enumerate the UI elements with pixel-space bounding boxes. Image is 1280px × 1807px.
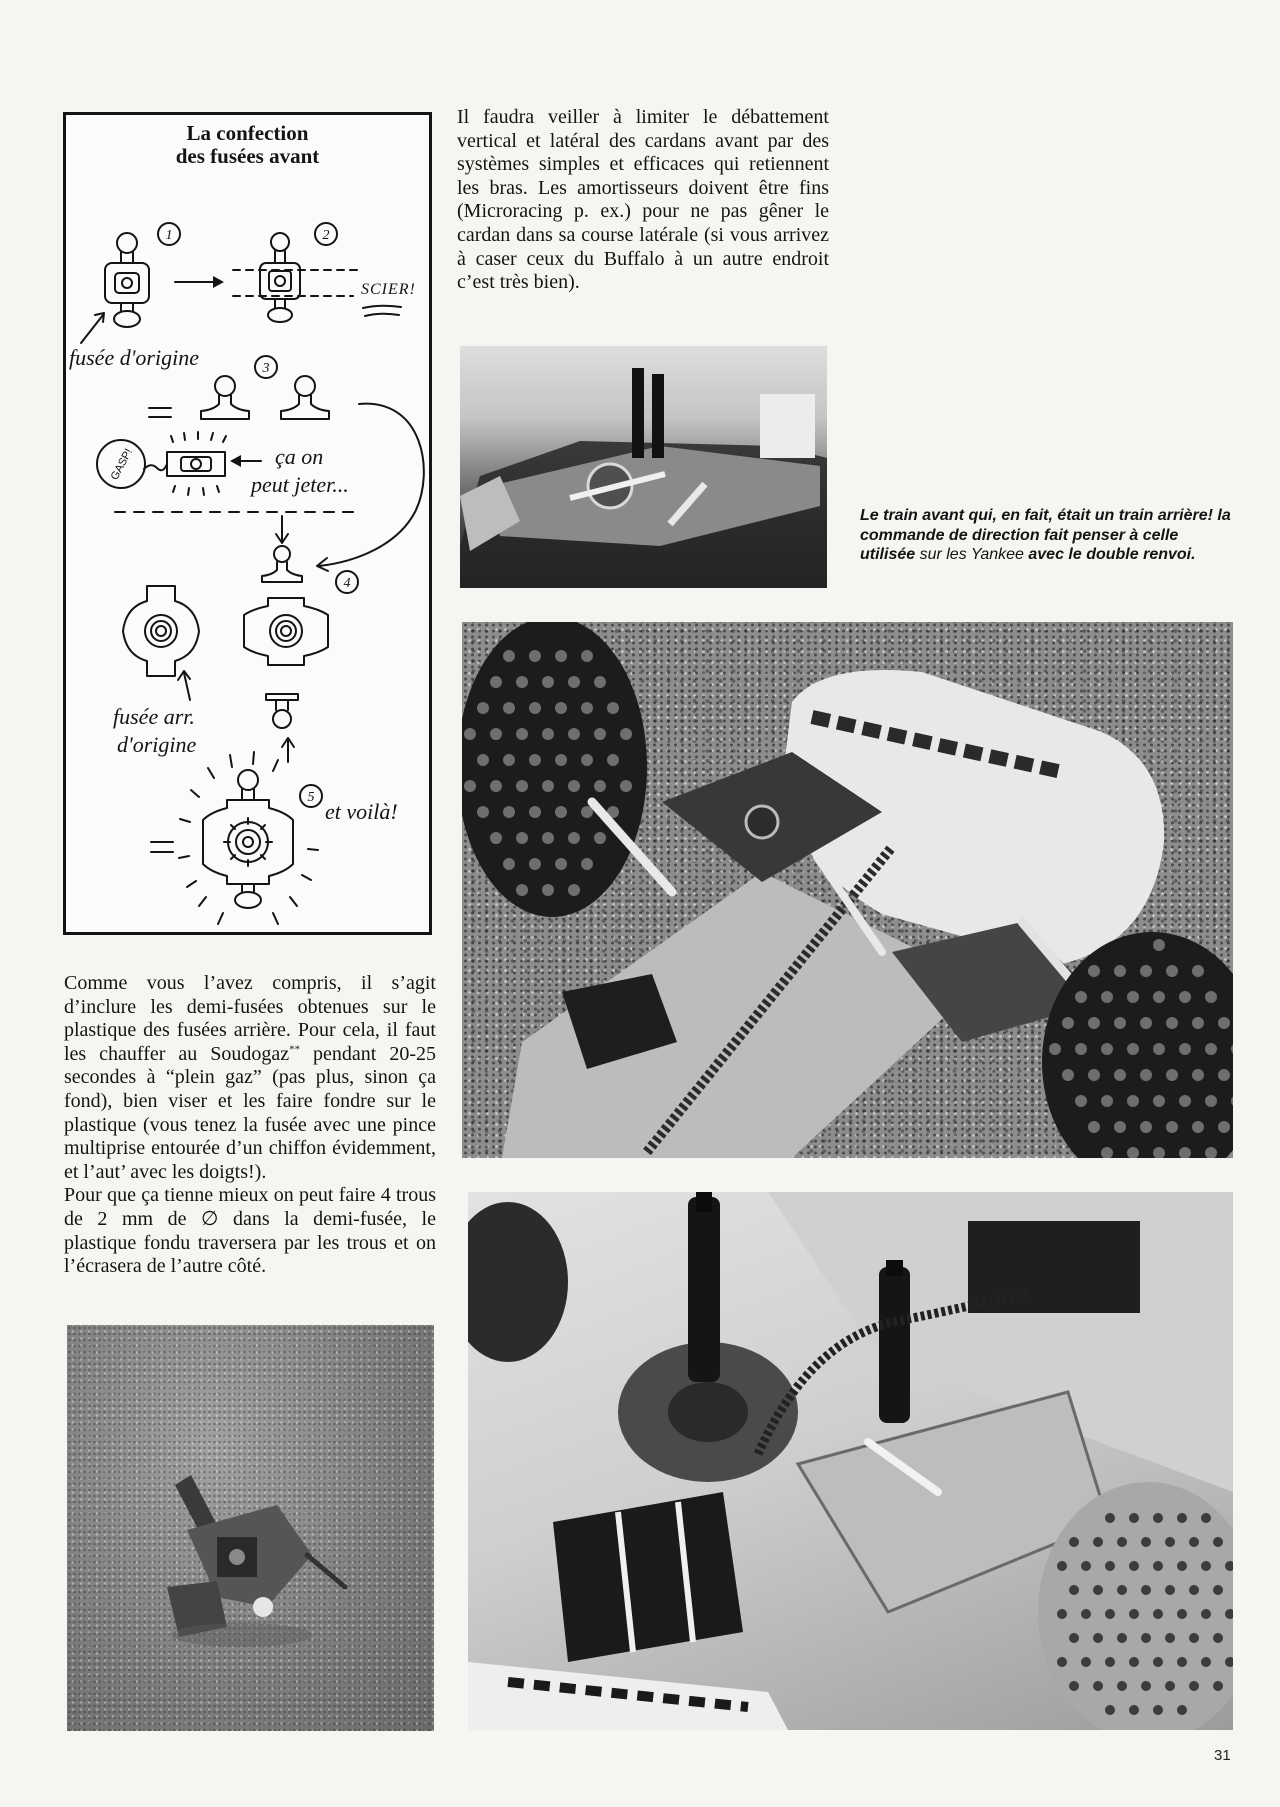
wheel-spike [1213,1585,1223,1595]
step5-finished-knuckle [203,770,293,908]
knuckle-ring-teeth [224,818,272,866]
half-knuckle-pin [274,546,290,562]
wheel-spike [1081,1561,1091,1571]
wheel-spike [1205,1095,1217,1107]
wheel-spike [464,780,476,792]
knuckle-hub [269,271,291,291]
rear-knuckle-body [123,586,199,676]
arrow-up-icon [282,738,294,762]
arrow-right-icon [175,276,224,288]
wheel-spike [1105,1609,1115,1619]
step-number-5 [300,785,322,807]
article-text-right: Il faudra veiller à limiter le débattement vertical et latéral des cardans avant par des systèmes simples et efficaces qui retiennent les bras. Les amortisseurs doivent être fins (Microracing p. ex.) pour ne pas gêner le cardan dans sa course latérale (si vous arrivez à caser ceux du Buffalo à un autre endroit c’est très bien). [457,106,829,294]
wheel-spike [1189,1537,1199,1547]
paragraph-text: pendant 20-25 secondes à “plein gaz” (pas plus, sinon ça fond), bien viser et les faire fondre sur le plastique (vous tenez la fusée avec une pince multiprise entourée d’un chiffon évidemment, et l’aut’ avec les doigts!). [64,1042,436,1183]
wheel-spike [1114,1017,1126,1029]
wheel-spike [1114,965,1126,977]
servo-block [760,394,815,458]
step4-half-knuckle [262,546,302,582]
wheel-spike [1141,1681,1151,1691]
half-knuckle-pin [273,710,291,728]
wheel-spike [490,832,502,844]
wheel-spike [1153,991,1165,1003]
wheel-spike [1081,1609,1091,1619]
step-number-label: 1 [165,228,173,243]
step-number-label: 3 [262,361,270,376]
front-wheel [468,1202,568,1362]
wheel-spike [542,780,554,792]
wheel-spike [1192,1121,1204,1133]
step4-lower-half-knuckle [266,694,298,728]
wheel-spike [1140,1121,1152,1133]
middle-piece-bore [191,459,201,469]
wheel-spike [1101,991,1113,1003]
wheel-spike [1166,965,1178,977]
rear-knuckle-ring-outer [270,615,302,647]
photo-buggy-overview-image [462,622,1233,1158]
wheel-spike [1179,1043,1191,1055]
wheel-spike [1069,1633,1079,1643]
wheel-spike [1165,1537,1175,1547]
arrow-up-icon [178,671,190,700]
knuckle-body [203,800,293,884]
wheel-spike [1117,1537,1127,1547]
wheel-spike [555,702,567,714]
wheel-spike [542,728,554,740]
wheel-spike [1075,1043,1087,1055]
wheel-spike [1057,1657,1067,1667]
rear-knuckle-ring-mid [151,621,171,641]
knuckle-bore [229,1549,245,1565]
label-gasp: GASP! [108,446,136,483]
paragraph-text: Comme vous l’avez compris, il s’agit d’inclure les demi-fusées obtenues sur le plastique des fusées arrière. Pour cela, il faut les chauffer au Soudogaz [64,972,436,1065]
photo-chassis-closeup-image [468,1192,1233,1730]
spiked-wheel [462,622,647,917]
wheel-spike [529,858,541,870]
footnote-mark: ** [289,1043,301,1056]
wheel-spike [503,754,515,766]
wheel-spike [1205,1043,1217,1055]
wheel-spike [529,702,541,714]
step4-rear-knuckle-modified [244,598,328,665]
knuckle-bore [275,276,285,286]
wheel-spike [581,858,593,870]
wheel-spike [1192,965,1204,977]
equals-sign [149,408,171,417]
step-number-1 [158,223,180,245]
half-knuckle-pin [295,376,315,396]
wheel-spike [1213,1681,1223,1691]
wheel-spike [542,676,554,688]
wheel-spike [1088,1121,1100,1133]
wheel-spike [1192,1017,1204,1029]
paragraph: Pour que ça tienne mieux on peut faire 4 trous de 2 mm de ∅ dans la demi-fusée, le plastique fondu traversera par les trous et on l’écrasera de l’autre côté. [64,1184,436,1278]
diagram-title-line2: des fusées avant [175,144,320,168]
wheel-spike [1129,1609,1139,1619]
label-scier: SCIER! [361,281,416,298]
photo-buggy-overview [462,622,1233,1158]
wheel-spike [1189,1585,1199,1595]
wheel-spike [1177,1513,1187,1523]
wheel-spike [1075,991,1087,1003]
wheel-spike [1177,1705,1187,1715]
rear-knuckle-body [244,598,328,665]
pivot [746,806,778,838]
arrow-up-icon [81,313,104,343]
wheel-spike [568,676,580,688]
wheel-spike [1062,1069,1074,1081]
knuckle-hub [115,273,139,293]
photo-chassis-closeup [468,1192,1233,1730]
photo-front-axle [460,346,827,588]
wheel-spike [594,832,606,844]
wheel-spike [1117,1633,1127,1643]
wheel-spike [1140,1069,1152,1081]
wheel-spike [581,702,593,714]
wheel-spike [594,780,606,792]
wheel-spike [1177,1609,1187,1619]
wheel-spike [1179,991,1191,1003]
wheel-spike [607,702,619,714]
step-number-label: 5 [307,790,315,805]
knuckle-body [260,263,300,299]
wheel-spike [1166,1121,1178,1133]
knuckle-bore [243,837,253,847]
knuckle-top-pin [238,770,258,790]
wheel-spike [1140,965,1152,977]
photo-knuckle-part [67,1325,434,1731]
wheel-spike [1141,1585,1151,1595]
shock-cap [696,1192,712,1212]
equals-sign [151,842,173,852]
wheel-spike [1189,1633,1199,1643]
label-fusee-arr: fusée arr. [113,704,195,729]
wheel-spike [1101,1095,1113,1107]
wheel-spike [1105,1561,1115,1571]
half-knuckle-pin [215,376,235,396]
wheel-spike [1166,1069,1178,1081]
shock-absorber [879,1267,910,1423]
knuckle-top-pin [271,233,289,251]
part-shadow [172,1623,312,1647]
gasp-bubble-tail [144,464,167,470]
wheel-spike [1213,1633,1223,1643]
wheel-spike [1165,1633,1175,1643]
wheel-spike [529,754,541,766]
wheel-spike [1165,1585,1175,1595]
wheel-spike [555,650,567,662]
wheel-spike [477,702,489,714]
wheel-spike [1101,1043,1113,1055]
step-number-3 [255,356,277,378]
wheel-spike [1093,1585,1103,1595]
wheel-spike [464,728,476,740]
knuckle-bottom-pin [268,308,292,322]
wheel-spike [594,728,606,740]
diagram-title [66,122,429,168]
wheel-spike [1218,1069,1230,1081]
wheel-spike [1153,1705,1163,1715]
wheel-spike [1093,1681,1103,1691]
wheel-spike [1140,1017,1152,1029]
wheel-spike [594,676,606,688]
wheel-spike [1218,1017,1230,1029]
wheel-spike [1205,991,1217,1003]
wheel-spike [1127,991,1139,1003]
wheel-spike [1153,1095,1165,1107]
wheel-spike [1117,1681,1127,1691]
page-number: 31 [1214,1747,1231,1764]
half-knuckle-base [201,395,249,419]
wheel-spike [1141,1633,1151,1643]
wheel-spike [1129,1705,1139,1715]
gasp-bubble [97,440,167,488]
wheel-spike [1114,1121,1126,1133]
wheel-spike [503,806,515,818]
half-knuckle-base [262,562,302,582]
wheel-spike [1153,939,1165,951]
wheel-spike [1075,1095,1087,1107]
spiked-wheel [1042,932,1233,1158]
diagram-title-line1: La confection [186,121,309,145]
knuckle-ring-mid [236,830,260,854]
wheel-spike [490,728,502,740]
caption-text-regular: sur les Yankee [919,546,1024,563]
wheel-spike [1105,1513,1115,1523]
wheel-spike [1049,1043,1061,1055]
wheel-spike [568,780,580,792]
diagram-box [63,112,432,935]
wheel-spike [490,780,502,792]
wheel-spike [581,754,593,766]
wheel-spike [1218,1121,1230,1133]
half-knuckle-plate [266,694,298,700]
wheel-spike [477,806,489,818]
wheel-spike [568,832,580,844]
wheel-spike [1093,1633,1103,1643]
wheel-spike [490,676,502,688]
differential-core [668,1382,748,1442]
wheel-spike [1166,1017,1178,1029]
original-rear-knuckle [123,586,199,676]
body-shell-edge [468,1662,788,1730]
step-number-4 [336,571,358,593]
wheel-spike [529,650,541,662]
photo-knuckle-part-image [67,1325,434,1731]
wheel-spike [1088,1017,1100,1029]
ball-joint [253,1597,273,1617]
arrow-down-icon [276,516,288,543]
steering-arm [307,1555,345,1587]
step1-original-knuckle [105,233,149,327]
wheel-spike [529,806,541,818]
arrow-left-icon [230,455,261,467]
wheel-spike [1141,1537,1151,1547]
wheel-spike [1165,1681,1175,1691]
shock-cap [886,1260,903,1276]
wheel-spike [1129,1513,1139,1523]
rear-knuckle-ring-outer [145,615,177,647]
wheel-spike [516,832,528,844]
wheel-spike [1153,1609,1163,1619]
step3-half-knuckle-right [281,376,329,419]
wheel-spike [568,884,580,896]
wheel-spike [1069,1681,1079,1691]
wheel-spike [1153,1561,1163,1571]
wheel-spike [542,832,554,844]
wheel-spike [1127,1043,1139,1055]
wheel-spike [1153,1513,1163,1523]
wheel-spike [516,676,528,688]
wheel-spike [503,650,515,662]
wheel-spike [1069,1585,1079,1595]
wheel-spike [1057,1609,1067,1619]
shock-absorber [652,374,664,458]
step-number-label: 2 [322,228,330,243]
wheel-spike [1117,1585,1127,1595]
wheel-spike [1129,1657,1139,1667]
label-peut-jeter: peut jeter... [251,472,349,497]
wheel-spike [1153,1657,1163,1667]
rear-knuckle-ring-mid [276,621,296,641]
wheel-spike [1105,1705,1115,1715]
cut-lines [233,270,359,296]
wheel-spike [620,728,632,740]
label-fusee-origine: fusée d'origine [69,345,199,370]
wheel-spike [503,702,515,714]
half-knuckle-base [281,395,329,419]
wheel-spike [516,780,528,792]
origin-label-arrow [81,313,104,343]
arrow-head [230,455,241,467]
wheel-spike [1062,1017,1074,1029]
wheel-spike [1081,1657,1091,1667]
knuckle-bottom-pin [114,311,140,327]
label-d-origine: d'origine [117,732,197,757]
rear-knuckle-bore [281,626,291,636]
half-knuckle-neck [276,700,288,710]
arrow-head [213,276,224,288]
discarded-middle-piece [167,432,226,495]
wheel-spike [555,858,567,870]
wheel-spike [1213,1537,1223,1547]
shock-absorber [632,368,644,458]
wheel-spike [1088,1069,1100,1081]
caption-text-bold: avec le double renvoi. [1023,546,1196,563]
knuckle-bottom-pin [235,892,261,908]
wheel-spike [607,754,619,766]
wheel-spike [581,650,593,662]
fusee-sketch [63,112,432,935]
wheel-spike [1201,1513,1211,1523]
wheel-spike [555,754,567,766]
wheel-spike [1201,1609,1211,1619]
wheel-spike [1153,1043,1165,1055]
step-number-2 [315,223,337,245]
discard-marks [171,432,226,495]
photo-front-axle-image [460,346,827,588]
label-et-voila: et voilà! [325,799,398,824]
receiver-box [968,1221,1140,1313]
wheel-spike [503,858,515,870]
wheel-spike [1069,1537,1079,1547]
wheel-spike [1088,965,1100,977]
caption-text-bold: Le train avant qui, en fait, était un train arrière! la commande de direction fait penser à celle utilisée [860,507,1231,563]
wheel-spike [542,884,554,896]
wheel-spike [568,728,580,740]
label-ca-on: ça on [275,444,324,469]
article-text-left [64,972,436,1279]
wheel-spike [477,754,489,766]
shock-absorber [688,1197,720,1382]
step2-cut-knuckle [233,233,401,322]
wheel-spike [1192,1069,1204,1081]
wheel-spike [1201,1657,1211,1667]
wheel-spike [1114,1069,1126,1081]
wheel-spike [1093,1537,1103,1547]
wheel-spike [1127,1095,1139,1107]
wheel-spike [620,780,632,792]
scier-underline [363,306,401,316]
knuckle-body [105,263,149,303]
wheel-spike [516,728,528,740]
wheel-spike [1179,1095,1191,1107]
photo-caption [860,506,1236,565]
paragraph [64,972,436,1184]
middle-piece-body [167,452,225,476]
wheel-spike [1057,1561,1067,1571]
wheel-spike [1105,1657,1115,1667]
wheel-spike [555,806,567,818]
wheel-spike [516,884,528,896]
knuckle-bore [122,278,132,288]
wheel-spike [1201,1561,1211,1571]
step3-half-knuckle-left [201,376,249,419]
wheel-spike [1177,1561,1187,1571]
wheel-spike [1189,1681,1199,1691]
wheel-spike [1177,1657,1187,1667]
step-number-label: 4 [343,576,351,591]
rear-knuckle-bore [156,626,166,636]
motor [553,1492,743,1662]
knuckle-top-pin [117,233,137,253]
wheel-spike [1129,1561,1139,1571]
